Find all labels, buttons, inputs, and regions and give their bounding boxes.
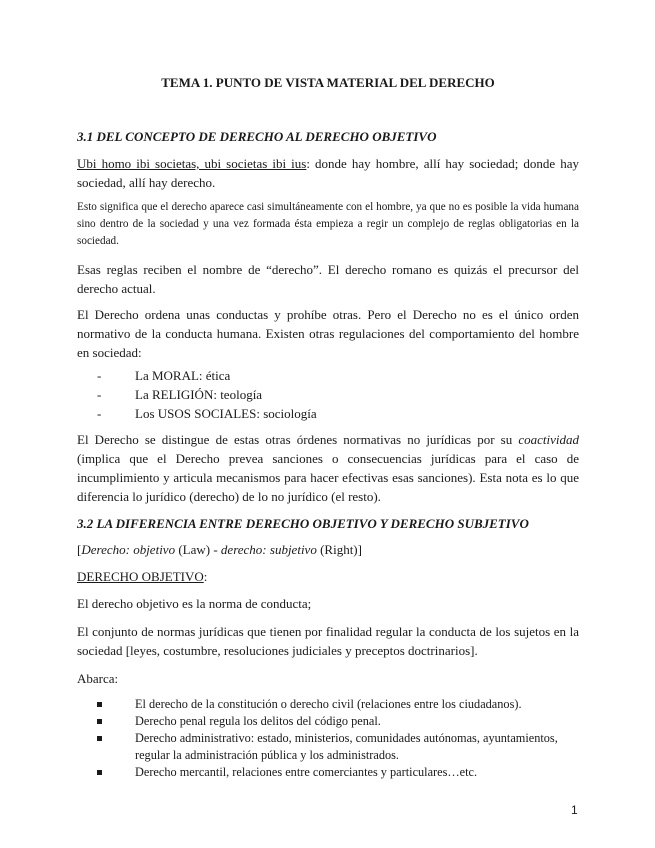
paragraph-origin: Esto significa que el derecho aparece casi simultáneamente con el hombre, ya que no es posible la vida humana sino dentro de la sociedad y una vez formada ésta empieza a regir un complejo de reglas obligatorias en la sociedad. (77, 201, 579, 247)
paragraph-conjunto-normas: El conjunto de normas jurídicas que tienen por finalidad regular la conducta de los sujetos en la sociedad [leyes, costumbre, resoluciones judiciales y preceptos doctrinarios]. (77, 624, 579, 658)
derecho-branches-list (77, 696, 579, 781)
paragraph-abarca: Abarca: (77, 671, 119, 686)
latin-maxim: Ubi homo ibi societas, ubi societas ibi ius (77, 156, 307, 171)
square-bullet (97, 736, 102, 741)
subheading-derecho-objetivo: DERECHO OBJETIVO: (77, 569, 208, 584)
paragraph-normative-orders: El Derecho ordena unas conductas y prohíbe otras. Pero el Derecho no es el único orden normativo de la conducta humana. Existen otras regulaciones del comportamiento del hombre en sociedad: (77, 307, 579, 360)
normative-orders-list (77, 366, 579, 423)
list-item: Derecho penal regula los delitos del código penal. (97, 713, 579, 730)
list-item: - La RELIGIÓN: teología (97, 387, 263, 402)
list-item: Derecho administrativo: estado, ministerios, comunidades autónomas, ayuntamientos, regular la administración pública y los administrados. (97, 730, 579, 764)
paragraph-norma-conducta: El derecho objetivo es la norma de conducta; (77, 596, 312, 611)
paragraph-coactividad: El Derecho se distingue de estas otras órdenes normativas no jurídicas por su coactividad (implica que el Derecho prevea sanciones o consecuencias jurídicas para el caso de incumplimiento y articula mecanismos para hacer efectivas esas sanciones). Esta nota es lo que diferencia lo jurídico (derecho) de lo no jurídico (el resto). (77, 432, 579, 504)
paragraph-latin-maxim (77, 154, 579, 192)
list-item: El derecho de la constitución o derecho civil (relaciones entre los ciudadanos). (97, 696, 579, 713)
page-title: TEMA 1. PUNTO DE VISTA MATERIAL DEL DERECHO (161, 75, 495, 90)
paragraph-objetivo-subjetivo: [Derecho: objetivo (Law) - derecho: subjetivo (Right)] (77, 542, 362, 557)
coactividad-term: coactividad (518, 432, 579, 447)
section-heading-3-2: 3.2 LA DIFERENCIA ENTRE DERECHO OBJETIVO Y DERECHO SUBJETIVO (77, 516, 529, 531)
latin-maxim-translation: : donde hay hombre, allí hay sociedad; donde hay sociedad, allí hay derecho. (77, 156, 579, 190)
square-bullet (97, 770, 102, 775)
section-heading-3-1: 3.1 DEL CONCEPTO DE DERECHO AL DERECHO OBJETIVO (77, 129, 437, 144)
dash-bullet: - (97, 406, 102, 421)
list-item: - Los USOS SOCIALES: sociología (97, 406, 317, 421)
dash-bullet: - (97, 368, 102, 383)
list-item: - La MORAL: ética (97, 368, 231, 383)
page-content (77, 74, 579, 781)
page-number: 1 (571, 803, 578, 817)
dash-bullet: - (97, 387, 102, 402)
square-bullet (97, 702, 102, 707)
list-item: Derecho mercantil, relaciones entre comerciantes y particulares…etc. (97, 764, 579, 781)
square-bullet (97, 719, 102, 724)
paragraph-derecho-name: Esas reglas reciben el nombre de “derecho”. El derecho romano es quizás el precursor del derecho actual. (77, 262, 579, 296)
